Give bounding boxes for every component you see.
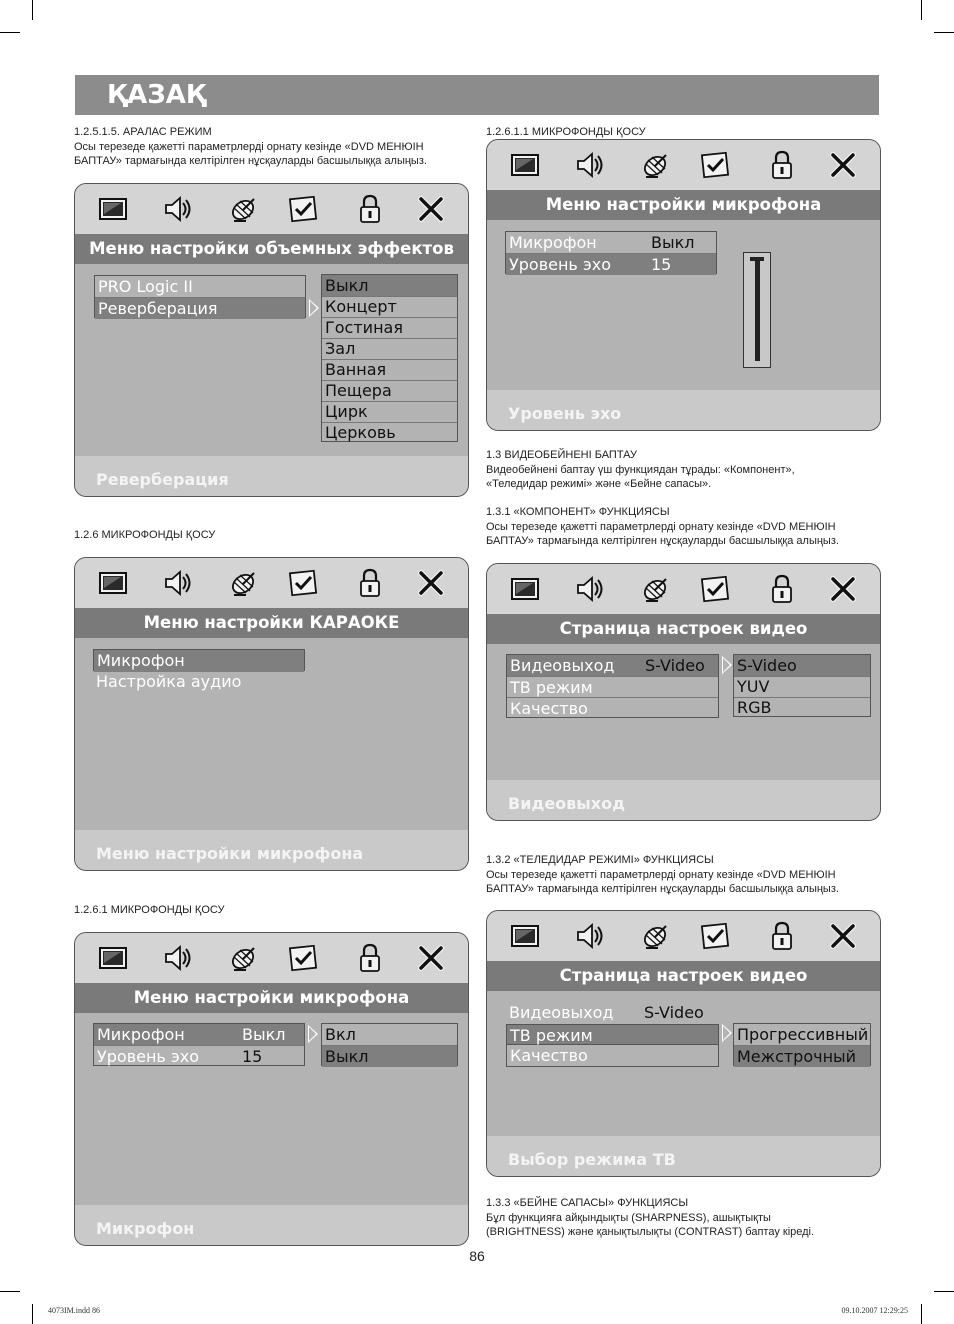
menu-item-label: Уровень эхо — [97, 1046, 199, 1066]
option-item[interactable]: Зал — [322, 338, 457, 360]
status-bar: Уровень эхо — [487, 390, 880, 430]
menu-item-label: Видеовыход — [509, 1003, 614, 1022]
option-item[interactable]: Межстрочный — [734, 1046, 870, 1068]
checkmark-icon[interactable] — [699, 149, 731, 181]
section-video-setup — [486, 448, 886, 492]
panel-title: Меню настройки КАРАОКЕ — [75, 608, 468, 638]
lock-icon[interactable] — [766, 920, 798, 952]
option-item[interactable]: S-Video — [734, 655, 870, 677]
status-bar: Видеовыход — [487, 780, 880, 820]
tv-icon[interactable] — [97, 567, 129, 599]
video-output-panel — [486, 563, 881, 821]
submenu-arrow-icon — [309, 299, 319, 317]
section-mic-on — [74, 528, 474, 543]
lock-icon[interactable] — [354, 942, 386, 974]
option-item[interactable]: Выкл — [322, 275, 457, 297]
lock-icon[interactable] — [354, 567, 386, 599]
section-tv-mode — [486, 853, 886, 897]
icon-bar — [487, 911, 880, 961]
option-item[interactable]: RGB — [737, 698, 772, 717]
tv-icon[interactable] — [97, 942, 129, 974]
dish-icon[interactable] — [228, 567, 260, 599]
tv-icon[interactable] — [509, 149, 541, 181]
option-item[interactable]: Цирк — [322, 401, 457, 423]
echo-level-panel — [486, 139, 881, 431]
checkmark-icon[interactable] — [699, 920, 731, 952]
menu-item-value: Выкл — [651, 233, 695, 252]
icon-bar — [487, 140, 880, 190]
section-body: Осы терезеде қажетті параметрлерді орнату кезінде «DVD МЕНЮІН БАПТАУ» тармағында келтірілген нұсқауларды басшылыққа алыңыз. — [74, 140, 427, 167]
menu-item-tv-mode[interactable]: ТВ режим — [506, 1024, 719, 1046]
options-list — [733, 654, 871, 717]
checkmark-icon[interactable] — [287, 567, 319, 599]
menu-item-pro-logic[interactable]: PRO Logic II — [95, 276, 305, 298]
section-title: 1.3.2 «ТЕЛЕДИДАР РЕЖИМІ» ФУНКЦИЯСЫ — [486, 854, 714, 866]
dish-icon[interactable] — [640, 920, 672, 952]
menu-item-quality[interactable]: Качество — [506, 1045, 719, 1067]
icon-bar — [487, 564, 880, 614]
section-title: 1.3.3 «БЕЙНЕ САПАСЫ» ФУНКЦИЯСЫ — [486, 1197, 689, 1209]
status-bar: Реверберация — [75, 456, 468, 496]
icon-bar — [75, 933, 468, 983]
close-icon[interactable] — [415, 942, 447, 974]
checkmark-icon[interactable] — [287, 942, 319, 974]
menu-item-label: Микрофон — [509, 233, 597, 252]
option-item[interactable]: Выкл — [322, 1046, 457, 1068]
status-bar: Выбор режима ТВ — [487, 1136, 880, 1176]
option-item[interactable]: Ванная — [322, 359, 457, 381]
section-body: Осы терезеде қажетті параметрлерді орнату кезінде «DVD МЕНЮІН БАПТАУ» тармағында келтірілген нұсқауларды басшылыққа алыңыз. — [486, 520, 839, 547]
microphone-panel — [74, 932, 469, 1246]
section-title: 1.3.1 «КОМПОНЕНТ» ФУНКЦИЯСЫ — [486, 506, 670, 518]
option-item[interactable]: YUV — [734, 676, 870, 698]
panel-title: Меню настройки микрофона — [487, 190, 880, 220]
close-icon[interactable] — [415, 567, 447, 599]
lock-icon[interactable] — [766, 573, 798, 605]
section-mic-on-1-1 — [486, 125, 886, 140]
crop-mark — [934, 32, 954, 33]
section-body: Бұл функцияға айқындықты (SHARPNESS), ашықтықты (BRIGHTNESS) және қанықтылықты (CONTRAST) баптау кіреді. — [486, 1211, 815, 1238]
menu-item-microphone[interactable] — [506, 232, 716, 254]
speaker-icon[interactable] — [574, 573, 606, 605]
dish-icon[interactable] — [640, 149, 672, 181]
language-banner — [75, 75, 879, 115]
menu-item-label: Микрофон — [97, 1025, 185, 1044]
menu-list — [505, 231, 717, 274]
menu-item-microphone[interactable]: Микрофон — [94, 650, 304, 672]
tv-mode-panel — [486, 910, 881, 1177]
dish-icon[interactable] — [640, 573, 672, 605]
menu-item-value: Выкл — [242, 1025, 286, 1044]
crop-mark — [921, 0, 922, 20]
panel-title: Меню настройки объемных эффектов — [75, 234, 468, 264]
speaker-icon[interactable] — [162, 193, 194, 225]
menu-item-value: 15 — [651, 254, 672, 274]
menu-list — [93, 649, 305, 671]
section-title: 1.3 ВИДЕОБЕЙНЕНІ БАПТАУ — [486, 449, 638, 461]
crop-mark — [32, 0, 33, 20]
tv-icon[interactable] — [509, 573, 541, 605]
menu-item-tv-mode[interactable]: ТВ режим — [507, 677, 718, 699]
option-item[interactable]: Вкл — [322, 1024, 457, 1046]
speaker-icon[interactable] — [574, 920, 606, 952]
option-item[interactable]: Концерт — [322, 296, 457, 318]
option-item[interactable]: Церковь — [325, 423, 396, 442]
checkmark-icon[interactable] — [287, 193, 319, 225]
menu-item-echo-level[interactable] — [506, 254, 716, 276]
menu-list — [93, 671, 305, 693]
submenu-arrow-icon — [722, 1024, 732, 1042]
section-title: 1.2.5.1.5. АРАЛАС РЕЖИМ — [74, 126, 212, 138]
options-list — [733, 1023, 871, 1066]
dish-icon[interactable] — [228, 193, 260, 225]
print-timestamp: 09.10.2007 12:29:25 — [841, 1306, 908, 1315]
menu-item-label: Видеовыход — [510, 656, 615, 675]
menu-item-audio-setup[interactable]: Настройка аудио — [96, 672, 242, 691]
print-slug: 4073IM.indd 86 — [48, 1306, 100, 1315]
menu-item-video-output[interactable] — [507, 655, 718, 677]
section-title: 1.2.6.1.1 МИКРОФОНДЫ ҚОСУ — [486, 126, 646, 138]
speaker-icon[interactable] — [162, 567, 194, 599]
lock-icon[interactable] — [354, 193, 386, 225]
menu-item-video-output[interactable] — [506, 1002, 719, 1024]
option-item[interactable]: Гостиная — [322, 317, 457, 339]
options-list — [321, 1023, 458, 1066]
section-mixed-mode — [74, 125, 474, 169]
section-component — [486, 505, 886, 549]
section-body: Видеобейнені баптау үш функциядан тұрады: «Компонент», «Теледидар режимі» және «Бейне сапасы». — [486, 463, 795, 490]
menu-item-value: 15 — [242, 1046, 263, 1066]
echo-level-fill — [755, 261, 760, 361]
page-title: ҚАЗАҚ — [107, 80, 207, 110]
submenu-arrow-icon — [308, 1025, 318, 1043]
crop-mark — [32, 1304, 33, 1324]
speaker-icon[interactable] — [574, 149, 606, 181]
close-icon[interactable] — [827, 149, 859, 181]
status-bar: Меню настройки микрофона — [75, 830, 468, 870]
menu-item-microphone[interactable] — [94, 1024, 304, 1046]
status-bar: Микрофон — [75, 1205, 468, 1245]
surround-effects-panel — [74, 183, 469, 497]
crop-mark — [0, 1291, 20, 1292]
close-icon[interactable] — [827, 573, 859, 605]
menu-list — [94, 275, 306, 318]
close-icon[interactable] — [415, 193, 447, 225]
menu-list — [506, 1002, 719, 1066]
menu-item-value: S-Video — [645, 656, 705, 675]
close-icon[interactable] — [827, 920, 859, 952]
options-list — [321, 274, 458, 442]
crop-mark — [921, 1304, 922, 1324]
crop-mark — [0, 32, 20, 33]
menu-item-quality[interactable]: Качество — [510, 699, 588, 718]
section-picture-quality — [486, 1196, 886, 1240]
menu-item-reverb[interactable]: Реверберация — [95, 298, 305, 320]
menu-item-label: Уровень эхо — [509, 254, 611, 274]
menu-item-value: S-Video — [644, 1003, 704, 1022]
checkmark-icon[interactable] — [699, 573, 731, 605]
option-item[interactable]: Прогрессивный — [734, 1024, 870, 1046]
speaker-icon[interactable] — [162, 942, 194, 974]
section-title: 1.2.6.1 МИКРОФОНДЫ ҚОСУ — [74, 904, 225, 916]
dish-icon[interactable] — [228, 942, 260, 974]
icon-bar — [75, 558, 468, 608]
section-title: 1.2.6 МИКРОФОНДЫ ҚОСУ — [74, 529, 216, 541]
echo-level-slider[interactable] — [743, 252, 771, 368]
section-mic-on-1 — [74, 903, 474, 918]
tv-icon[interactable] — [97, 193, 129, 225]
panel-title: Меню настройки микрофона — [75, 983, 468, 1013]
option-item[interactable]: Пещера — [322, 380, 457, 402]
submenu-arrow-icon — [722, 656, 732, 674]
menu-item-echo-level[interactable] — [94, 1046, 304, 1068]
menu-list — [506, 654, 719, 718]
tv-icon[interactable] — [509, 920, 541, 952]
icon-bar — [75, 184, 468, 234]
panel-title: Страница настроек видео — [487, 961, 880, 991]
crop-mark — [934, 1291, 954, 1292]
page-number: 86 — [469, 1248, 485, 1264]
menu-list — [93, 1023, 305, 1066]
lock-icon[interactable] — [766, 149, 798, 181]
karaoke-panel — [74, 557, 469, 871]
panel-title: Страница настроек видео — [487, 614, 880, 644]
section-body: Осы терезеде қажетті параметрлерді орнату кезінде «DVD МЕНЮІН БАПТАУ» тармағында келтірілген нұсқауларды басшылыққа алыңыз. — [486, 868, 839, 895]
